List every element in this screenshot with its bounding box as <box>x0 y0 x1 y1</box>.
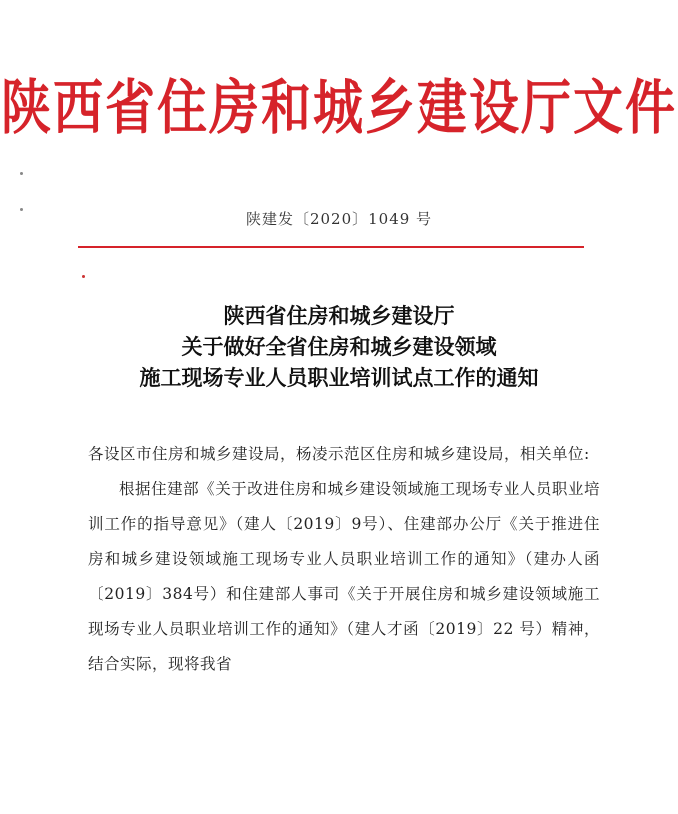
body-paragraph-1: 根据住建部《关于改进住房和城乡建设领域施工现场专业人员职业培训工作的指导意见》（建人〔2019〕9号）、住建部办公厅《关于推进住房和城乡建设领域施工现场专业人员职业培训工作的通知》（建办人函〔2019〕384号）和住建部人事司《关于开展住房和城乡建设领域施工现场专业人员职业培训工作的通知》（建人才函〔2019〕22 号）精神，结合实际，现将我省 <box>88 480 600 673</box>
title-line-2: 关于做好全省住房和城乡建设领域 <box>181 334 497 359</box>
salutation: 各设区市住房和城乡建设局，杨凌示范区住房和城乡建设局，相关单位: <box>88 445 590 463</box>
document-number: 陕建发〔2020〕1049 号 <box>245 210 433 228</box>
masthead-title: 陕西省住房和城乡建设厅文件 <box>1 73 677 143</box>
scan-speck <box>20 172 23 175</box>
red-divider <box>78 246 584 248</box>
notice-body <box>88 437 600 682</box>
scan-speck <box>82 275 85 278</box>
title-line-1: 陕西省住房和城乡建设厅 <box>223 303 455 328</box>
title-line-3: 施工现场专业人员职业培训试点工作的通知 <box>139 365 539 390</box>
notice-title <box>0 300 678 393</box>
